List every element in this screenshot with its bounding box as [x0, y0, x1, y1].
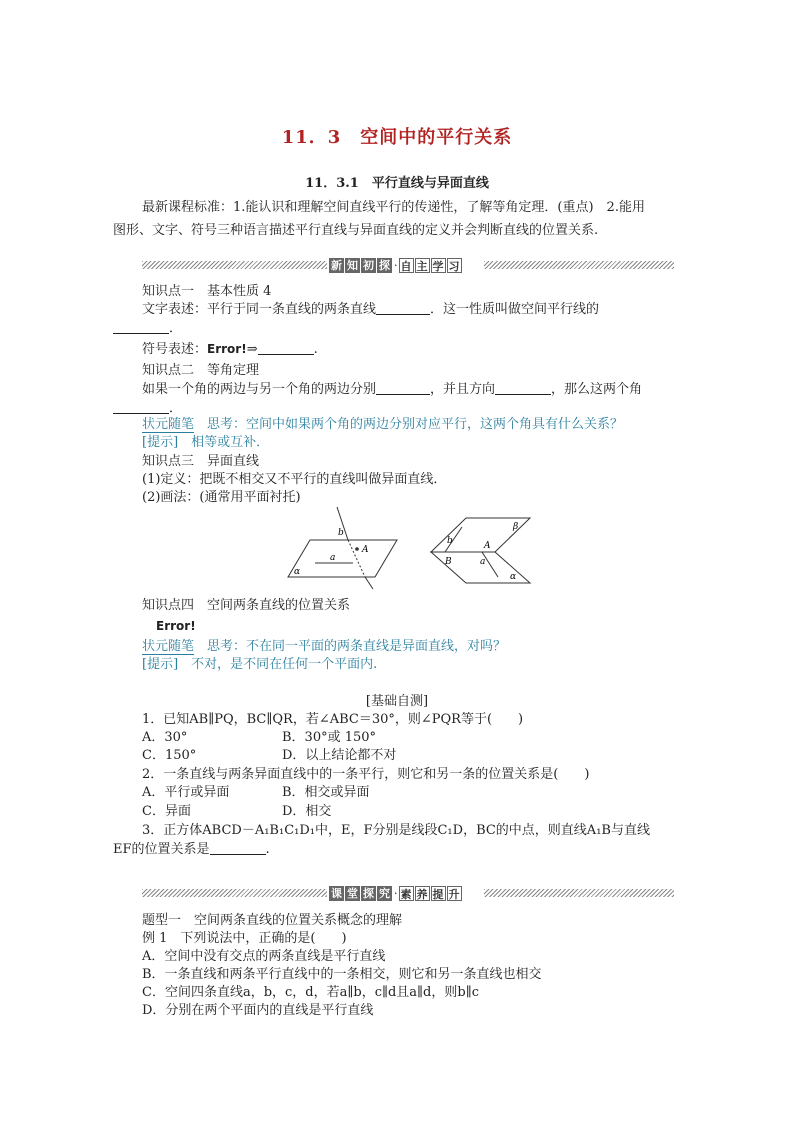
- banner-char: 堂: [347, 886, 358, 900]
- banner-char: 探: [379, 258, 390, 272]
- knowledge-2-heading: 知识点二 等角定理: [142, 363, 260, 378]
- banner-dot: ·: [394, 886, 398, 900]
- q1-option-a: A．30°: [142, 730, 188, 745]
- knowledge-2-think: [142, 416, 623, 434]
- q2-option-b: B．相交或异面: [282, 785, 370, 800]
- banner-char: 主: [416, 259, 428, 273]
- knowledge-1-heading: 知识点一 基本性质 4: [142, 284, 272, 299]
- q1-option-d: D．以上结论都不对: [282, 748, 397, 763]
- section-banner-new-knowledge: [142, 257, 672, 273]
- fig-label: A: [362, 545, 369, 555]
- text: .: [313, 342, 318, 357]
- q1-option-b: B．30°或 150°: [282, 730, 377, 745]
- question-2: 2．一条直线与两条异面直线中的一条平行，则它和另一条的位置关系是( ): [142, 767, 590, 782]
- banner-char: 究: [379, 886, 390, 900]
- text: ，那么这两个角: [551, 382, 643, 397]
- banner-char: 初: [363, 258, 374, 272]
- skew-lines-figure-1: [285, 505, 405, 590]
- knowledge-4-heading: 知识点四 空间两条直线的位置关系: [142, 598, 351, 613]
- banner-char: 提: [432, 887, 444, 901]
- fig-label: a: [480, 557, 486, 567]
- banner-char: 升: [448, 887, 460, 901]
- knowledge-3-definition: (1)定义：把既不相交又不平行的直线叫做异面直线．: [142, 472, 447, 487]
- knowledge-4-think: [142, 638, 506, 656]
- fig-label: B: [445, 557, 452, 567]
- section-subtitle: 11．3.1 平行直线与异面直线: [305, 176, 489, 191]
- answer-blank[interactable]: [376, 381, 430, 395]
- banner-char: 素: [400, 887, 412, 901]
- skew-lines-figure-2: [428, 515, 538, 587]
- q2-option-d: D．相交: [282, 804, 332, 819]
- fig-label: α: [294, 567, 301, 577]
- fig-label: α: [510, 572, 517, 582]
- banner-char: 课: [331, 886, 342, 900]
- answer-blank[interactable]: [113, 400, 169, 414]
- knowledge-3-drawing: (2)画法：(通常用平面衬托): [142, 490, 301, 505]
- course-standard-line1: 最新课程标准：1.能认识和理解空间直线平行的传递性，了解等角定理．(重点) 2.能用: [142, 200, 645, 215]
- knowledge-3-heading: 知识点三 异面直线: [142, 454, 260, 469]
- text: 如果一个角的两边与另一个角的两边分别: [142, 382, 377, 397]
- banner-char: 探: [363, 886, 374, 900]
- banner-char: 学: [432, 259, 444, 273]
- example-1-option-d: D．分别在两个平面内的直线是平行直线: [142, 1003, 374, 1018]
- error-text: Error!: [207, 342, 247, 356]
- fig-label: b: [338, 528, 344, 538]
- question-1: 1．已知AB∥PQ，BC∥QR，若∠ABC＝30°，则∠PQR等于( ): [142, 712, 524, 727]
- example-1-option-b: B．一条直线和两条平行直线中的一条相交，则它和另一条直线也相交: [142, 967, 542, 982]
- text: EF的位置关系是: [113, 842, 210, 857]
- banner-char: 新: [331, 258, 342, 272]
- answer-blank[interactable]: [258, 341, 314, 355]
- q2-option-c: C．异面: [142, 804, 191, 819]
- tip-tag: 状元随笔: [142, 639, 195, 654]
- text: ，并且方向: [430, 382, 496, 397]
- answer-blank[interactable]: [495, 381, 551, 395]
- fig-label: a: [330, 553, 336, 563]
- fig-label: β: [513, 522, 519, 532]
- tip-tag: 状元随笔: [142, 417, 195, 432]
- self-test-heading: [基础自测]: [365, 694, 429, 709]
- banner-char: 养: [416, 887, 428, 901]
- error-text: Error!: [156, 619, 196, 633]
- answer-blank[interactable]: [113, 320, 169, 334]
- section-banner-class-explore: [142, 885, 672, 901]
- implies-symbol: ⇒: [246, 342, 258, 357]
- fig-label: b: [447, 536, 453, 546]
- knowledge-2-hint: [提示] 相等或互补．: [142, 435, 270, 450]
- text: .: [265, 842, 270, 857]
- example-1-option-c: C．空间四条直线a，b，c，d，若a∥b，c∥d且a∥d，则b∥c: [142, 985, 479, 1000]
- question-3: 3．正方体ABCD－A₁B₁C₁D₁中，E，F分别是线段C₁D，BC的中点，则直线A₁B与直线: [142, 823, 650, 838]
- knowledge-1-symbol: [142, 340, 318, 359]
- text: 符号表述：: [142, 342, 208, 357]
- answer-blank[interactable]: [210, 841, 266, 855]
- text: 文字表述：平行于同一条直线的两条直线: [142, 302, 377, 317]
- knowledge-2-text: [142, 381, 642, 399]
- course-standard-line2: 图形、文字、符号三种语言描述平行直线与异面直线的定义并会判断直线的位置关系.: [113, 223, 599, 238]
- answer-blank[interactable]: [376, 301, 430, 315]
- text: ．这一性质叫做空间平行线的: [430, 302, 600, 317]
- fig-label: A: [484, 541, 491, 551]
- text: 思考：空间中如果两个角的两边分别对应平行，这两个角具有什么关系？: [207, 417, 624, 432]
- text: ．: [169, 401, 183, 416]
- example-1: 例 1 下列说法中，正确的是( ): [142, 931, 347, 946]
- knowledge-4-hint: [提示] 不对，是不同在任何一个平面内.: [142, 657, 378, 672]
- example-1-option-a: A．空间中没有交点的两条直线是平行直线: [142, 949, 386, 964]
- banner-char: 自: [400, 259, 412, 273]
- knowledge-1-text-cont: [113, 320, 182, 338]
- page-title: 11．3 空间中的平行关系: [281, 127, 513, 148]
- question-3-cont: [113, 841, 270, 859]
- banner-dot: ·: [394, 258, 398, 272]
- knowledge-1-text: [142, 301, 599, 319]
- type-1-heading: 题型一 空间两条直线的位置关系概念的理解: [142, 913, 403, 928]
- q1-option-c: C．150°: [142, 748, 197, 763]
- q2-option-a: A．平行或异面: [142, 785, 230, 800]
- banner-char: 习: [448, 259, 460, 273]
- text: ．: [169, 321, 183, 336]
- text: 思考：不在同一平面的两条直线是异面直线，对吗？: [207, 639, 507, 654]
- banner-char: 知: [347, 258, 358, 272]
